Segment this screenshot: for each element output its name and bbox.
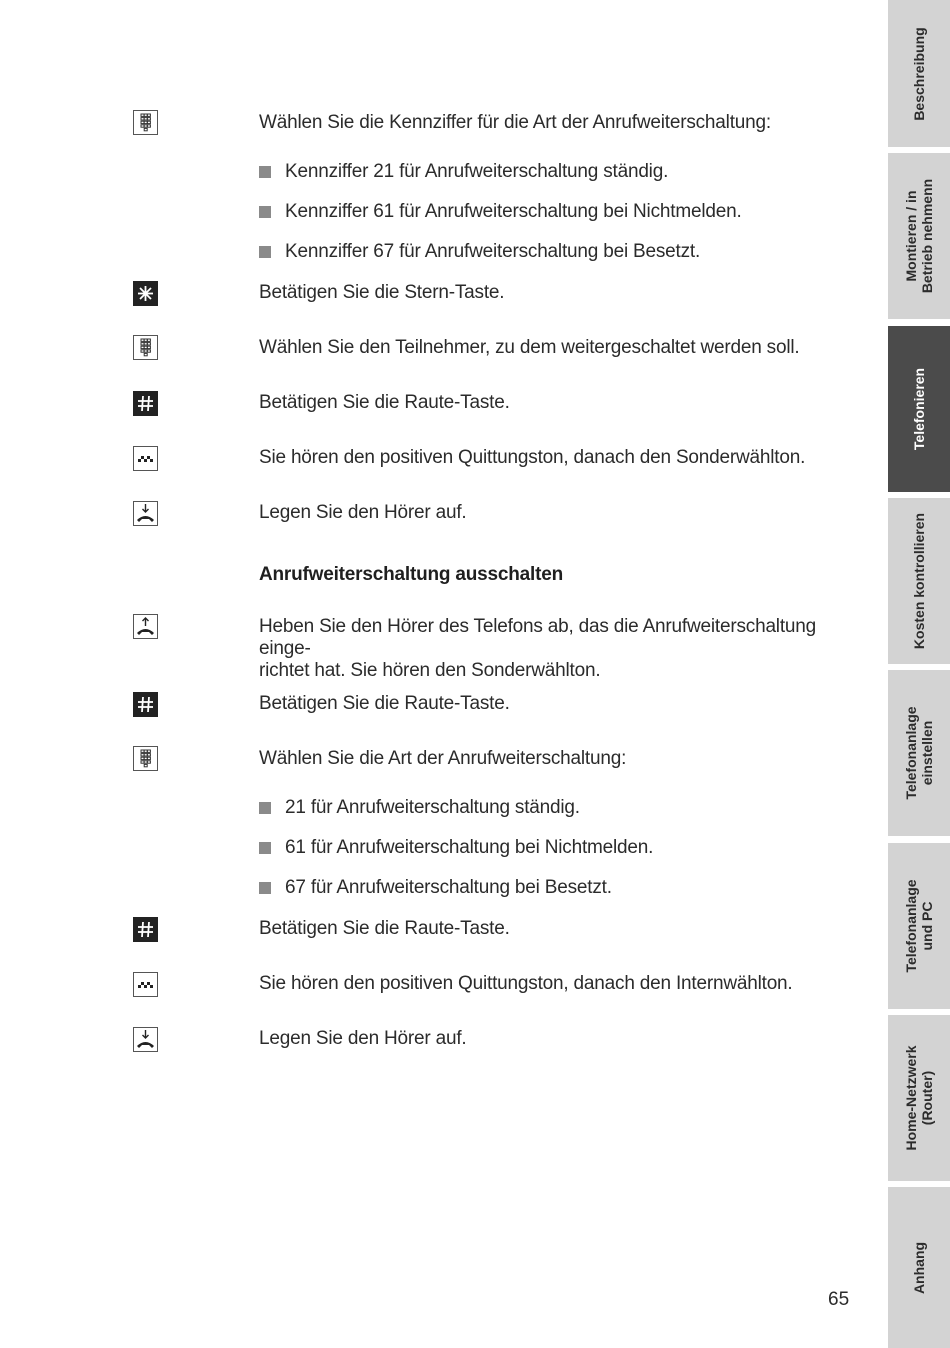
bullet-item: Kennziffer 67 für Anrufweiterschaltung bei Besetzt.	[285, 241, 701, 262]
tab-beschreibung[interactable]	[888, 0, 950, 147]
tab-label-line: Telefonanlage	[903, 706, 919, 800]
tab-label	[911, 513, 927, 649]
bullet-item: Kennziffer 21 für Anrufweiterschaltung ständig.	[285, 161, 669, 182]
tab-anhang[interactable]	[888, 1187, 950, 1348]
tab-label-line: Kosten kontrollieren	[911, 512, 927, 650]
step-text: Betätigen Sie die Raute-Taste.	[259, 918, 510, 939]
step-text: Betätigen Sie die Raute-Taste.	[259, 693, 510, 714]
hang-up-icon	[133, 501, 158, 526]
tab-label-line: Telefonanlage	[903, 879, 919, 973]
tab-label-line: einstellen	[919, 720, 935, 786]
step-text: Wählen Sie den Teilnehmer, zu dem weitergeschaltet werden soll.	[259, 337, 800, 358]
step-text-line: Heben Sie den Hörer des Telefons ab, das die Anrufweiterschaltung einge-	[259, 616, 817, 659]
bullet-marker	[259, 246, 271, 258]
tab-label	[903, 1045, 935, 1150]
hash-key-icon	[133, 391, 158, 416]
step-text: Wählen Sie die Art der Anrufweiterschaltung:	[259, 748, 627, 769]
tab-label	[903, 179, 935, 293]
step-text-line: richtet hat. Sie hören den Sonderwählton.	[259, 660, 601, 681]
tab-label	[911, 1241, 927, 1293]
tab-home-netzwerk[interactable]	[888, 1015, 950, 1181]
bullet-marker	[259, 166, 271, 178]
tab-label	[911, 27, 927, 120]
bullet-item: 67 für Anrufweiterschaltung bei Besetzt.	[285, 877, 612, 898]
bullet-item: 61 für Anrufweiterschaltung bei Nichtmelden.	[285, 837, 654, 858]
step-text: Legen Sie den Hörer auf.	[259, 1028, 467, 1049]
tab-label-line: Telefonieren	[911, 367, 927, 451]
tab-label-line: (Router)	[919, 1070, 935, 1126]
star-key-icon	[133, 281, 158, 306]
tab-montieren[interactable]	[888, 153, 950, 319]
step-text	[259, 616, 871, 682]
keypad-icon	[133, 746, 158, 771]
bullet-marker	[259, 842, 271, 854]
step-text: Betätigen Sie die Raute-Taste.	[259, 392, 510, 413]
tab-telefonieren[interactable]	[888, 326, 950, 492]
tab-label	[911, 368, 927, 450]
hash-key-icon	[133, 692, 158, 717]
tone-icon	[133, 972, 158, 997]
pick-up-icon	[133, 614, 158, 639]
bullet-marker	[259, 802, 271, 814]
tab-label-line: Anhang	[911, 1241, 927, 1294]
tab-telefonanlage-pc[interactable]	[888, 843, 950, 1009]
hang-up-icon	[133, 1027, 158, 1052]
section-heading: Anrufweiterschaltung ausschalten	[259, 564, 564, 585]
tone-icon	[133, 446, 158, 471]
bullet-item: Kennziffer 61 für Anrufweiterschaltung bei Nichtmelden.	[285, 201, 742, 222]
tab-label-line: Beschreibung	[911, 26, 927, 121]
bullet-item: 21 für Anrufweiterschaltung ständig.	[285, 797, 580, 818]
hash-key-icon	[133, 917, 158, 942]
step-text: Wählen Sie die Kennziffer für die Art der Anrufweiterschaltung:	[259, 112, 771, 133]
step-text: Sie hören den positiven Quittungston, danach den Internwählton.	[259, 973, 793, 994]
keypad-icon	[133, 335, 158, 360]
tab-label-line: Home-Netzwerk	[903, 1045, 919, 1151]
step-text: Betätigen Sie die Stern-Taste.	[259, 282, 505, 303]
bullet-marker	[259, 206, 271, 218]
keypad-icon	[133, 110, 158, 135]
tab-label-line: Betrieb nehmenn	[919, 178, 935, 294]
tab-label	[903, 879, 935, 972]
tab-label-line: und PC	[919, 901, 935, 951]
page-number: 65	[828, 1289, 850, 1310]
tab-telefonanlage-einstellen[interactable]	[888, 670, 950, 836]
bullet-marker	[259, 882, 271, 894]
step-text: Legen Sie den Hörer auf.	[259, 502, 467, 523]
tab-kosten[interactable]	[888, 498, 950, 664]
tab-label	[903, 706, 935, 799]
step-text: Sie hören den positiven Quittungston, danach den Sonderwählton.	[259, 447, 806, 468]
tab-label-line: Montieren / in	[903, 190, 919, 282]
